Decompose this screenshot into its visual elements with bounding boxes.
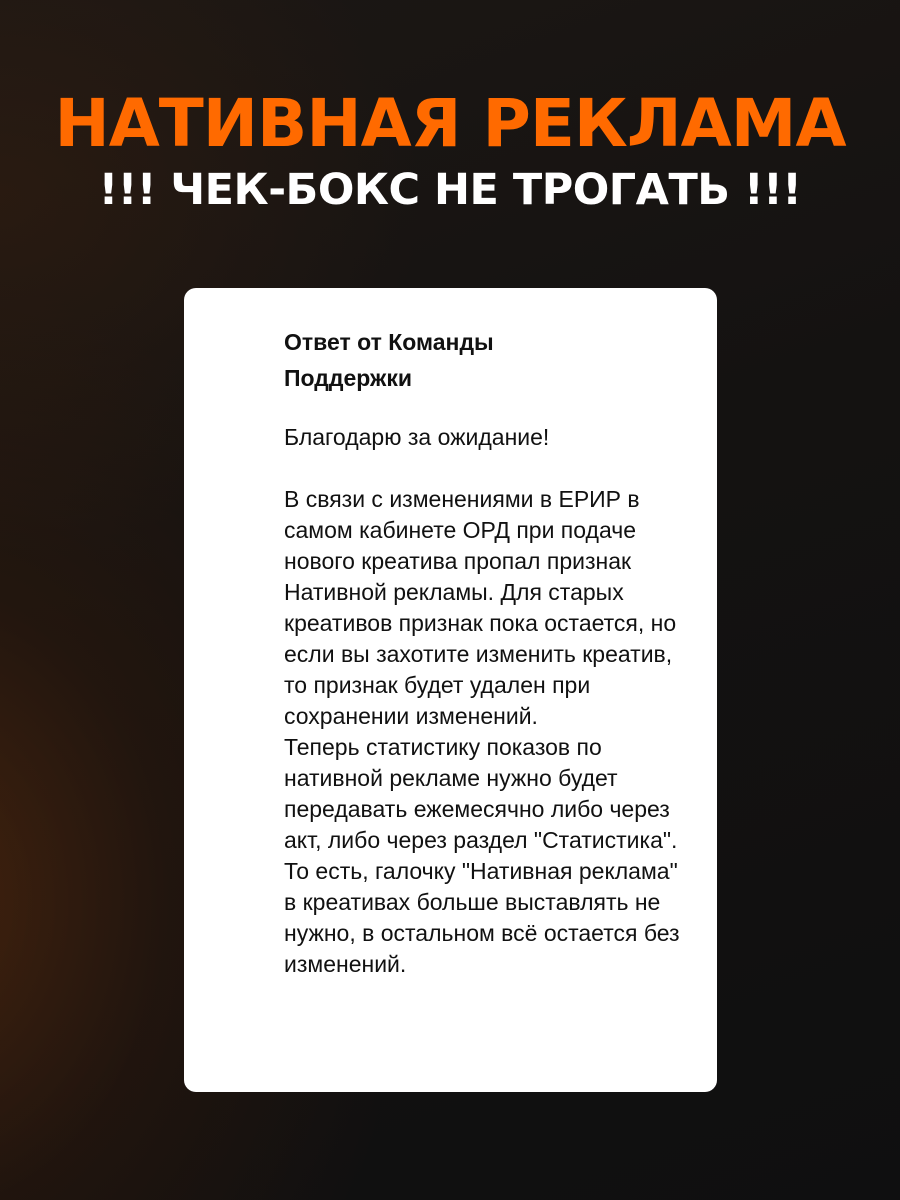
support-message-title	[284, 324, 684, 396]
page-subtitle: !!! ЧЕК-БОКС НЕ ТРОГАТЬ !!!	[98, 165, 802, 215]
support-message-body	[284, 422, 684, 980]
support-message-paragraph-2: Теперь статистику показов по нативной рекламе нужно будет передавать ежемесячно либо через акт, либо через раздел "Статистика". То есть, галочку "Нативная реклама" в креативах больше выставлять не нужно, в остальном всё остается без изменений.	[284, 734, 680, 977]
support-message-content	[284, 324, 684, 980]
support-message-card	[184, 288, 717, 1092]
support-message-paragraph-1: В связи с изменениями в ЕРИР в самом кабинете ОРД при подаче нового креатива пропал признак Нативной рекламы. Для старых креативов признак пока остается, но если вы захотите изменить креатив, то признак будет удален при сохранении изменений.	[284, 486, 677, 729]
page-title: НАТИВНАЯ РЕКЛАМА	[54, 85, 846, 162]
support-message-title-line2: Поддержки	[284, 365, 412, 391]
support-message-greeting: Благодарю за ожидание!	[284, 424, 550, 450]
support-message-title-line1: Ответ от Команды	[284, 329, 494, 355]
